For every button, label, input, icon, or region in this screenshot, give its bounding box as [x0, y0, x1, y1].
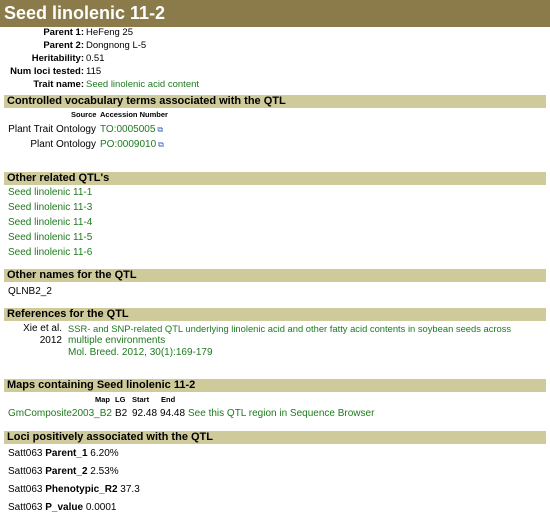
- section-header-maps: Maps containing Seed linolenic 11-2: [4, 379, 546, 392]
- info-row-parent2: Parent 2: Dongnong L-5: [43, 40, 147, 51]
- cv-row-1: [100, 139, 164, 150]
- locus-value: 6.20%: [90, 448, 119, 459]
- ref-journal-link[interactable]: Mol. Breed. 2012, 30(1):169-179: [68, 347, 213, 358]
- cv-row-0: [100, 124, 163, 135]
- section-header-loci: Loci positively associated with the QTL: [4, 431, 546, 444]
- section-header-references: References for the QTL: [4, 308, 546, 321]
- section-header-names: Other names for the QTL: [4, 269, 546, 282]
- sequence-browser-link[interactable]: See this QTL region in Sequence Browser: [188, 408, 375, 419]
- external-link-icon[interactable]: ⧉: [158, 140, 164, 149]
- info-row-trait-name: Trait name: Seed linolenic acid content: [33, 79, 200, 90]
- locus-name: Satt063: [8, 502, 43, 513]
- locus-param: P_value: [45, 502, 84, 513]
- map-link[interactable]: GmComposite2003_B2: [8, 408, 112, 419]
- maps-col-end: End: [161, 395, 176, 404]
- locus-row: [8, 448, 119, 459]
- locus-param: Parent_1: [45, 448, 88, 459]
- cv-source-0: Plant Trait Ontology: [8, 124, 96, 135]
- related-qtl-link[interactable]: Seed linolenic 11-6: [8, 247, 93, 258]
- section-header-cv: Controlled vocabulary terms associated with the QTL: [4, 95, 546, 108]
- qtl-info: [0, 26, 550, 91]
- ref-author: Xie et al.: [23, 323, 62, 334]
- info-row-num-loci: Num loci tested: 115: [10, 66, 102, 77]
- locus-value: 2.53%: [90, 466, 119, 477]
- locus-row: [8, 502, 116, 513]
- maps-col-start: Start: [132, 395, 150, 404]
- page-title: Seed linolenic 11-2: [0, 0, 550, 27]
- related-qtl-link[interactable]: Seed linolenic 11-5: [8, 232, 93, 243]
- cv-col-source: Source: [71, 110, 97, 119]
- locus-param: Phenotypic_R2: [45, 484, 118, 495]
- trait-name-link[interactable]: Seed linolenic acid content: [86, 79, 200, 90]
- locus-name: Satt063: [8, 466, 43, 477]
- locus-row: [8, 466, 119, 477]
- locus-value: 0.0001: [85, 502, 117, 513]
- map-end: 94.48: [160, 408, 186, 419]
- external-link-icon[interactable]: ⧉: [157, 125, 164, 134]
- cv-accession-link-0[interactable]: TO:0005005: [100, 124, 156, 135]
- info-row-heritability: Heritability: 0.51: [31, 53, 105, 64]
- locus-value: 37.3: [120, 484, 140, 495]
- locus-param: Parent_2: [45, 466, 88, 477]
- map-lg: B2: [115, 408, 128, 419]
- locus-name: Satt063: [8, 484, 43, 495]
- locus-row: [8, 484, 140, 495]
- related-qtl-link[interactable]: Seed linolenic 11-4: [8, 217, 93, 228]
- maps-col-lg: LG: [115, 395, 126, 404]
- ref-title-link-cont[interactable]: multiple environments: [68, 335, 166, 346]
- info-row-parent1: Parent 1: HeFeng 25: [43, 27, 134, 38]
- locus-name: Satt063: [8, 448, 43, 459]
- map-start: 92.48: [132, 408, 158, 419]
- cv-col-accession: Accession Number: [100, 110, 168, 119]
- cv-source-1: Plant Ontology: [30, 139, 96, 150]
- cv-accession-link-1[interactable]: PO:0009010: [100, 139, 157, 150]
- maps-col-map: Map: [95, 395, 110, 404]
- related-qtl-link[interactable]: Seed linolenic 11-1: [8, 187, 93, 198]
- ref-title-link[interactable]: SSR- and SNP-related QTL underlying linolenic acid and other fatty acid contents in soybean seeds across: [68, 323, 512, 334]
- related-qtl-link[interactable]: Seed linolenic 11-3: [8, 202, 93, 213]
- other-name: QLNB2_2: [8, 286, 52, 297]
- section-header-related: Other related QTL's: [4, 172, 546, 185]
- ref-year: 2012: [39, 335, 62, 346]
